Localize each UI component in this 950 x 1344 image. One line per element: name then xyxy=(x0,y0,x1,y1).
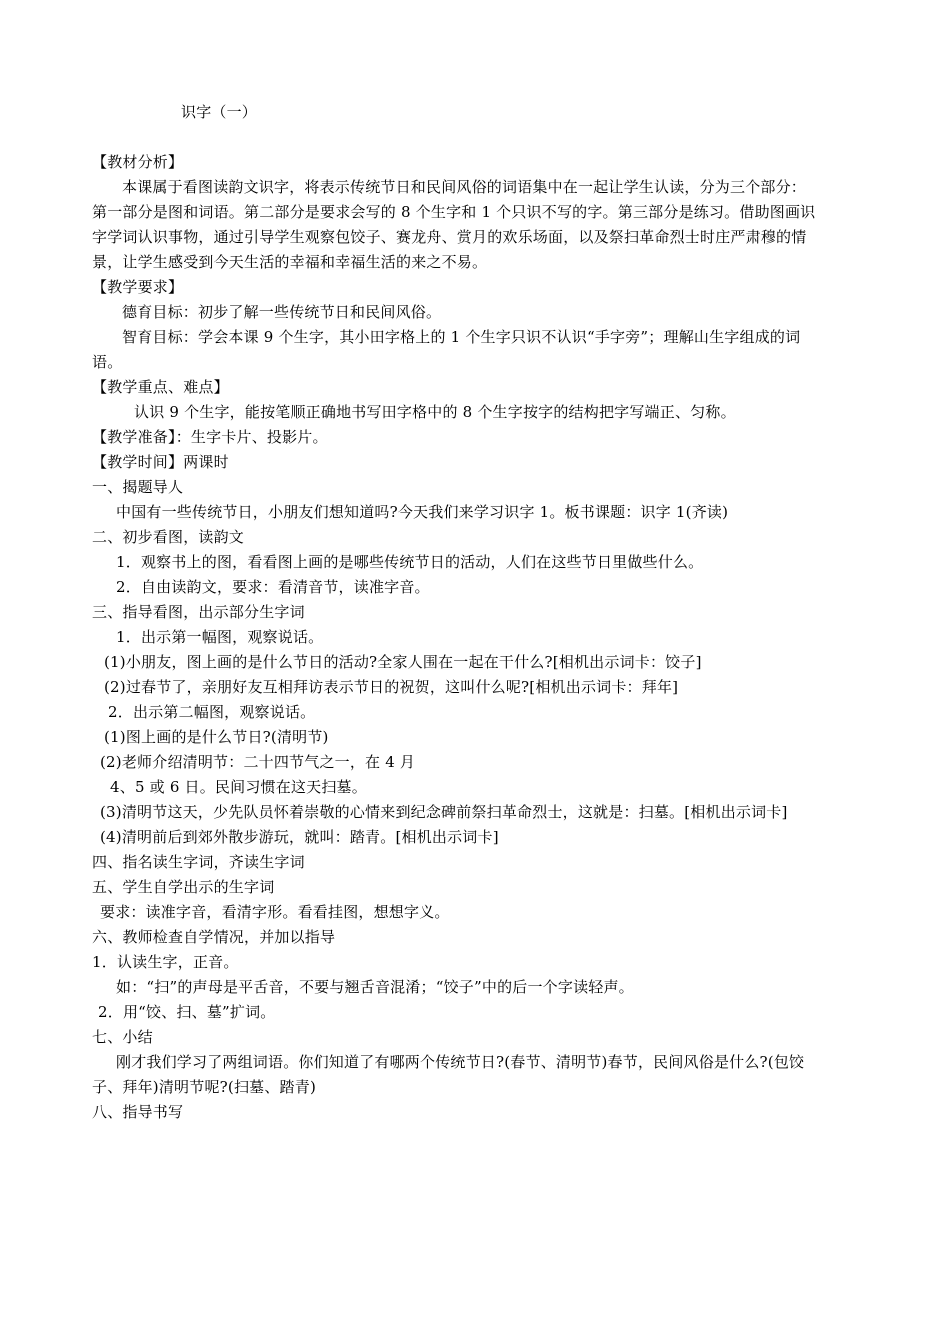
section-heading-time: 【教学时间】两课时 xyxy=(92,453,229,471)
step-heading: 一、揭题导人 xyxy=(92,478,184,496)
list-item: 2．出示第二幅图，观察说话。 xyxy=(108,703,316,721)
list-item: (4)清明前后到郊外散步游玩，就叫：踏青。[相机出示词卡] xyxy=(100,828,499,846)
step-heading: 七、小结 xyxy=(92,1028,153,1046)
paragraph-line: 4、5 或 6 日。民间习惯在这天扫墓。 xyxy=(110,778,367,796)
section-heading-key-points: 【教学重点、难点】 xyxy=(92,378,229,396)
step-heading: 六、教师检查自学情况，并加以指导 xyxy=(92,928,336,946)
paragraph-line: 第一部分是图和词语。第二部分是要求会写的 8 个生字和 1 个只识不写的字。第三部分是练习。借助图画识 xyxy=(92,203,816,221)
paragraph-line: 中国有一些传统节日，小朋友们想知道吗?今天我们来学习识字 1。板书课题：识字 1(齐读) xyxy=(116,503,729,521)
paragraph-line: 认识 9 个生字，能按笔顺正确地书写田字格中的 8 个生字按字的结构把字写端正、匀称。 xyxy=(134,403,736,421)
paragraph-line: 德育目标：初步了解一些传统节日和民间风俗。 xyxy=(122,303,442,321)
paragraph-line: 景，让学生感受到今天生活的幸福和幸福生活的来之不易。 xyxy=(92,253,488,271)
paragraph-line: 子、拜年)清明节呢?(扫墓、踏青) xyxy=(92,1078,316,1096)
list-item: 2．用“饺、扫、墓”扩词。 xyxy=(98,1003,276,1021)
step-heading: 五、学生自学出示的生字词 xyxy=(92,878,275,896)
list-item: (2)老师介绍清明节：二十四节气之一，在 4 月 xyxy=(100,753,416,771)
section-heading-preparation: 【教学准备】：生字卡片、投影片。 xyxy=(92,428,328,446)
section-heading-teaching-requirements: 【教学要求】 xyxy=(92,278,184,296)
list-item: (2)过春节了，亲朋好友互相拜访表示节日的祝贺，这叫什么呢?[相机出示词卡：拜年] xyxy=(104,678,679,696)
section-heading-material-analysis: 【教材分析】 xyxy=(92,153,184,171)
paragraph-line: 字学词认识事物，通过引导学生观察包饺子、赛龙舟、赏月的欢乐场面，以及祭扫革命烈士时庄严肃穆的情 xyxy=(92,228,807,246)
list-item: (3)清明节这天，少先队员怀着崇敬的心情来到纪念碑前祭扫革命烈士，这就是：扫墓。[相机出示词卡] xyxy=(100,803,788,821)
page-title: 识字（一） xyxy=(181,103,258,121)
paragraph-line: 如：“扫”的声母是平舌音，不要与翘舌音混淆；“饺子”中的后一个字读轻声。 xyxy=(116,978,634,996)
list-item: (1)图上画的是什么节日?(清明节) xyxy=(104,728,329,746)
list-item: 1．认读生字，正音。 xyxy=(92,953,239,971)
list-item: 1．出示第一幅图，观察说话。 xyxy=(116,628,324,646)
paragraph-line: 刚才我们学习了两组词语。你们知道了有哪两个传统节日?(春节、清明节)春节，民间风俗是什么?(包饺 xyxy=(116,1053,805,1071)
paragraph-line: 要求：读准字音，看清字形。看看挂图，想想字义。 xyxy=(100,903,450,921)
step-heading: 二、初步看图，读韵文 xyxy=(92,528,245,546)
list-item: (1)小朋友，图上画的是什么节日的活动?全家人围在一起在干什么?[相机出示词卡：饺子] xyxy=(104,653,702,671)
step-heading: 八、指导书写 xyxy=(92,1103,184,1121)
paragraph-line: 本课属于看图读韵文识字，将表示传统节日和民间风俗的词语集中在一起让学生认读，分为三个部分： xyxy=(122,178,807,196)
paragraph-line: 语。 xyxy=(92,353,123,371)
step-heading: 三、指导看图，出示部分生字词 xyxy=(92,603,305,621)
paragraph-line: 智育目标：学会本课 9 个生字，其小田字格上的 1 个生字只识不认识“手字旁”；理解山生字组成的词 xyxy=(122,328,801,346)
list-item: 2．自由读韵文，要求：看清音节，读准字音。 xyxy=(116,578,430,596)
list-item: 1．观察书上的图，看看图上画的是哪些传统节日的活动，人们在这些节日里做些什么。 xyxy=(116,553,704,571)
step-heading: 四、指名读生字词，齐读生字词 xyxy=(92,853,305,871)
